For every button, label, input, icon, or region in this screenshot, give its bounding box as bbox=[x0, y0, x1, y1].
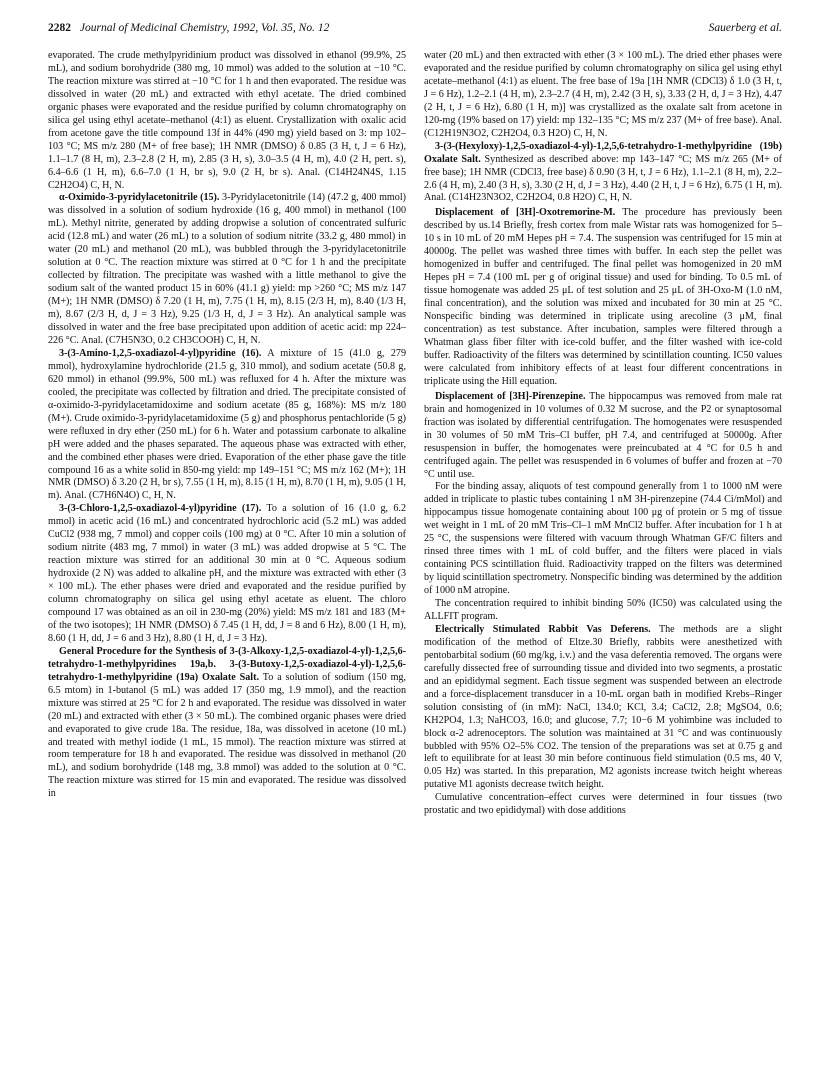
section-heading: Electrically Stimulated Rabbit Vas Deferens. bbox=[435, 623, 651, 635]
paragraph-text: Synthesized as described above: mp 143–147 °C; MS m/z 265 (M+ of free base); 1H NMR (CDCl3, free base) δ 0.90 (3 H, t, J = 6 Hz), 1.1–2.1 (8 H, m), 2.2–2.6 (4 H, m), 2.40 (3 H, s), 3.30 (2 H, d, J = 3 Hz), 4.40 (2 H, t, J = 6 Hz), 6.75 (1 H, m). Anal. (C14H23N3O2, C2H2O4, 0.8 H2O) C, H, N. bbox=[424, 153, 782, 204]
page-number: 2282 bbox=[48, 22, 71, 34]
running-header bbox=[48, 22, 782, 42]
paragraph-heading: 3-(3-(Hexyloxy)-1,2,5-oxadiazol-4-yl)-1,2,5,6-tetrahydro-1-methylpyridine (19b) Oxalate Salt. bbox=[424, 140, 782, 165]
paragraph bbox=[424, 141, 782, 206]
section-heading: Displacement of [3H]-Pirenzepine. bbox=[435, 390, 586, 402]
paragraph-text: The procedure has previously been described by us.14 Briefly, fresh cortex from male Wistar rats was homogenized for 5–10 s in 10 mL of 20 mM Hepes pH = 7.4. The suspension was centrifuged for 15 min at 40000g. The pellet was washed three times with buffer. In each step the pellet was homogenized in buffer and centrifuged. The final pellet was homogenized in 20 mM Hepes pH = 7.4 (100 mL per g of original tissue) and used for binding. To 0.5 mL of tissue homogenate was added 25 μL of test solution and 25 μL of 3H-Oxo-M (1.0 nM, final concentration), and the solution was mixed and incubated for 30 min at 25 °C. Nonspecific binding was determined in triplicate using arecoline (3 μM, final concentration) as test substance. After incubation, samples were filtered through a Whatman glass fiber filter with ice-cold buffer, and the filter washed with ice-cold buffer. Radioactivity of the filters was determined by scintillation counting. IC50 values were calculated from inhibitory effects of at least four different concentrations in triplicate using the Hill equation. bbox=[424, 207, 783, 387]
right-column bbox=[424, 50, 782, 818]
paragraph-heading: 3-(3-Chloro-1,2,5-oxadiazol-4-yl)pyridine (17). bbox=[59, 503, 262, 515]
paragraph bbox=[48, 348, 406, 503]
header-authors: Sauerberg et al. bbox=[708, 22, 782, 34]
paragraph bbox=[48, 646, 406, 801]
paragraph-text: 3-Pyridylacetonitrile (14) (47.2 g, 400 mmol) was dissolved in a solution of sodium hydroxide (16 g, 400 mmol) in methanol (100 mL). Methyl nitrite, generated by adding dropwise a solution of concentrated sulfuric acid (12.8 mL) and water (26 mL) to a solution of sodium nitrite (33.2 g, 480 mmol) in water (20 mL) and methanol (20 mL), was bubbled through the 3-pyridylacetonitrile solution at 0 °C. The reaction mixture was stirred at 0 °C for 1 h and the precipitate collected by filtration. The precipitate was washed with a little methanol to give the sodium salt of the wanted product 15 in 60% (41.1 g) yield: mp >260 °C; MS m/z 147 (M+); 1H NMR (DMSO) δ 7.20 (1 H, m), 7.75 (1 H, m), 8.15 (2/3 H, m), 8.40 (1/3 H, m), 8.67 (2/3 H, d, J = 3 Hz), 9.25 (1/3 H, d, J = 3 Hz). An analytical sample was dissolved in water and the free base precipitated upon addition of acetic acid: mp 224–226 °C. Anal. (C7H5N3O, 0.2 CH3COOH) C, H, N. bbox=[48, 192, 406, 346]
paragraph-text: To a solution of sodium (150 mg, 6.5 mtom) in 1-butanol (5 mL) was added 17 (350 mg, 1.9 mmol), and the reaction mixture was stirred at 25 °C for 2 h and evaporated. The residue was dissolved in water (20 mL) and extracted with ether (3 × 50 mL). The combined organic phases were dried and evaporated to give crude 18a. The residue, 18a, was dissolved in acetone (10 mL) and treated with methyl iodide (1 mL, 15 mmol). The reaction mixture was stirred at room temperature for 18 h and evaporated. The residue was dissolved in methanol (20 mL), and sodium borohydride (148 mg, 3.8 mmol) was added to the solution at 0 °C. The reaction mixture was stirred for 15 min and evaporated. The residue was dissolved in bbox=[48, 671, 406, 800]
paragraph: Cumulative concentration–effect curves were determined in four tissues (two prostatic and two epididymal) with dose additions bbox=[424, 792, 782, 817]
paragraph bbox=[424, 391, 782, 482]
paragraph-heading: 3-(3-Amino-1,2,5-oxadiazol-4-yl)pyridine (16). bbox=[59, 347, 262, 359]
paragraph-text: To a solution of 16 (1.0 g, 6.2 mmol) in acetic acid (16 mL) and concentrated hydrochloric acid (5.2 mL) was added CuCl2 (938 mg, 7 mmol) and copper coils (100 mg) at 0 °C. After 10 min a solution of sodium nitrite (483 mg, 7 mmol) in water (3 mL) was added dropwise at 5 °C. The reaction mixture was stirred for an additional 30 min at 0 °C. Aqueous sodium hydroxide (2 N) was added to alkaline pH, and the mixture was extracted with ether (3 × 100 mL). The ether phases were dried and evaporated and the residue purified by column chromatography on silica gel using ethyl acetate as eluent. The chloro compound 17 was obtained as an oil in 230-mg (20%) yield: MS m/z 181 and 183 (M+ of the two isotopes); 1H NMR (DMSO) δ 7.45 (1 H, dd, J = 8 and 6 Hz), 8.00 (1 H, m), 8.60 (1 H, dd, J = 6 and 3 Hz), 8.80 (1 H, d, J = 3 Hz). bbox=[48, 503, 406, 644]
paragraph: evaporated. The crude methylpyridinium product was dissolved in ethanol (99.9%, 25 mL), and sodium borohydride (380 mg, 10 mmol) was added to the solution at −10 °C. The reaction mixture was stirred at −10 °C for 1 h and then evaporated. The residue was dissolved in water (20 mL) and extracted with ethyl acetate. The dried combined organic phases were evaporated and the residue purified by column chromatography on silica gel using ethyl acetate–methanol (4:1) as eluent. Crystallization with oxalic acid from acetone gave the title compound 13f in 44% (490 mg) yield based on 3: mp 102–103 °C; MS m/z 280 (M+ of free base); 1H NMR (DMSO) δ 0.85 (3 H, t, J = 6 Hz), 1.1–1.7 (8 H, m), 2.3–2.8 (2 H, m), 2.85 (3 H, s), 3.0–3.5 (4 H, m), 4.0 (2 H, pert. s), 6.4–6.6 (1 H, m), 6.6–7.0 (1 H, br s), 9.0 (2 H, br s). Anal. (C14H24N4S, 1.15 C2H2O4) C, H, N. bbox=[48, 50, 406, 191]
two-column-body bbox=[48, 50, 782, 818]
paragraph-heading: α-Oximido-3-pyridylacetonitrile (15). bbox=[59, 192, 220, 204]
paragraph-text: A mixture of 15 (41.0 g, 279 mmol), hydroxylamine hydrochloride (21.5 g, 310 mmol), and sodium acetate (50.8 g, 620 mmol) in ethanol (99.9%, 500 mL) was refluxed for 4 h. After the mixture was cooled, the precipitate was collected by filtration and dried. The precipitate consisted of α-oximido-3-pyridylacetamidoxime and sodium acetate (85 g, 168%): MS m/z 180 (M+). Crude oximido-3-pyridylacetamidoxime (5 g) and phosphorus pentachloride (5 g) were refluxed in dry ether (250 mL) for 6 h. Water and potassium carbonate to alkaline pH were added and the phases separated. The aqueous phase was extracted with ether, and the combined ether phases were dried. Evaporation of the ether phase gave the title compound 16 as a white solid in 850-mg yield: mp 149–151 °C; MS m/z 162 (M+); 1H NMR (DMSO) δ 3.20 (2 H, br s), 7.55 (1 H, m), 8.15 (1 H, m), 8.70 (1 H, m), 9.05 (1 H, m). Anal. (C7H6N4O) C, H, N. bbox=[48, 347, 407, 502]
section-heading: Displacement of [3H]-Oxotremorine-M. bbox=[435, 207, 616, 219]
paragraph-text: The hippocampus was removed from male rat brain and homogenized in 10 volumes of 0.32 M sucrose, and the P2 or synaptosomal fraction was isolated by differential centrifugation. The homogenates were resuspended in 30 volumes of 50 mM Tris–Cl buffer, pH 7.4, and centrifuged at 50000g. After resuspension in buffer, the homogenates were preincubated at 4 °C for 0.5 h and centrifuged again. The pellet was resuspended in 6 volumes of buffer and frozen at −70 °C until use. bbox=[424, 390, 782, 480]
journal-citation: Journal of Medicinal Chemistry, 1992, Vol. 35, No. 12 bbox=[79, 22, 330, 34]
paragraph bbox=[424, 207, 782, 388]
header-left bbox=[48, 22, 329, 34]
left-column bbox=[48, 50, 406, 818]
paragraph: For the binding assay, aliquots of test compound generally from 1 to 1000 nM were added in triplicate to plastic tubes containing 1 nM 3H-pirenzepine (74.4 Ci/mMol) and hippocampus tissue homogenate containing about 100 μg of protein or 5 mg of tissue wet weight in 1 mL of 20 mM Tris–Cl–1 mM MnCl2 buffer. After incubation for 1 h at 25 °C, the suspensions were filtered with vacuum through Whatman GF/C filters and rinsed three times with 1 mL of cold buffer, and the filters were placed in vials containing PCS scintillation fluid. Radioactivity trapped on the filters was determined by liquid scintillation spectrometry. Nonspecific binding was determined by the addition of 1000 nM atropine. bbox=[424, 481, 782, 597]
paragraph: water (20 mL) and then extracted with ether (3 × 100 mL). The dried ether phases were evaporated and the residue purified by column chromatography on silica gel using ethyl acetate–methanol (4:1) as eluent. The free base of 19a [1H NMR (CDCl3) δ 1.0 (3 H, t, J = 6 Hz), 1.2–2.1 (4 H, m), 2.3–2.7 (4 H, m), 2.42 (3 H, s), 3.33 (2 H, d, J = 3 Hz), 4.47 (2 H, t, J = 6 Hz), 6.80 (1 H, m)] was crystallized as the oxalate salt from acetone in 120-mg (19% based on 17) yield: mp 132–135 °C; MS m/z 237 (M+ of free base). Anal. (C12H19N3O2, C2H2O4, 0.3 H2O) C, H, N. bbox=[424, 50, 782, 139]
paragraph bbox=[48, 192, 406, 347]
paragraph-text: The methods are a slight modification of the method of Eltze.30 Briefly, rabbits were anesthetized with pentobarbital sodium (60 mg/kg, i.v.) and the vasa deferentia removed. The organs were carefully dissected free of surrounding tissue and divided into two segments, a prostatic and an epididymal segment. Each tissue segment was suspended between an electrode and a force-displacement transducer in a 10-mL organ bath in modified Krebs–Ringer solution consisting of (in mM): NaCl, 134.0; KCl, 3.4; CaCl2, 2.8; MgSO4, 0.6; KH2PO4, 1.3; NaHCO3, 16.0; and glucose, 7.7; 10−6 M yohimbine was included to block α-2 adrenoceptors. The solution was maintained at 31 °C and was continuously bubbled with 95% O2–5% CO2. The tension of the preparations was set at 0.75 g and left to equilibrate for at least 30 min before continuous field stimulation (0.5 ms, 40 V, 0.05 Hz) was started. In this preparation, M2 agonists increase twitch height whereas putative M1 agonists decrease twitch height. bbox=[424, 623, 782, 791]
paragraph-heading: General Procedure for the Synthesis of 3-(3-Alkoxy-1,2,5-oxadiazol-4-yl)-1,2,5,6-tetrahydro-1-methylpyridines 19a,b. 3-(3-Butoxy-1,2,5-oxadiazol-4-yl)-1,2,5,6-tetrahydro-1-methylpyridine (19a) Oxalate Salt. bbox=[48, 645, 406, 683]
paragraph: The concentration required to inhibit binding 50% (IC50) was calculated using the ALLFIT program. bbox=[424, 598, 782, 622]
paragraph bbox=[48, 503, 406, 645]
paragraph bbox=[424, 624, 782, 792]
